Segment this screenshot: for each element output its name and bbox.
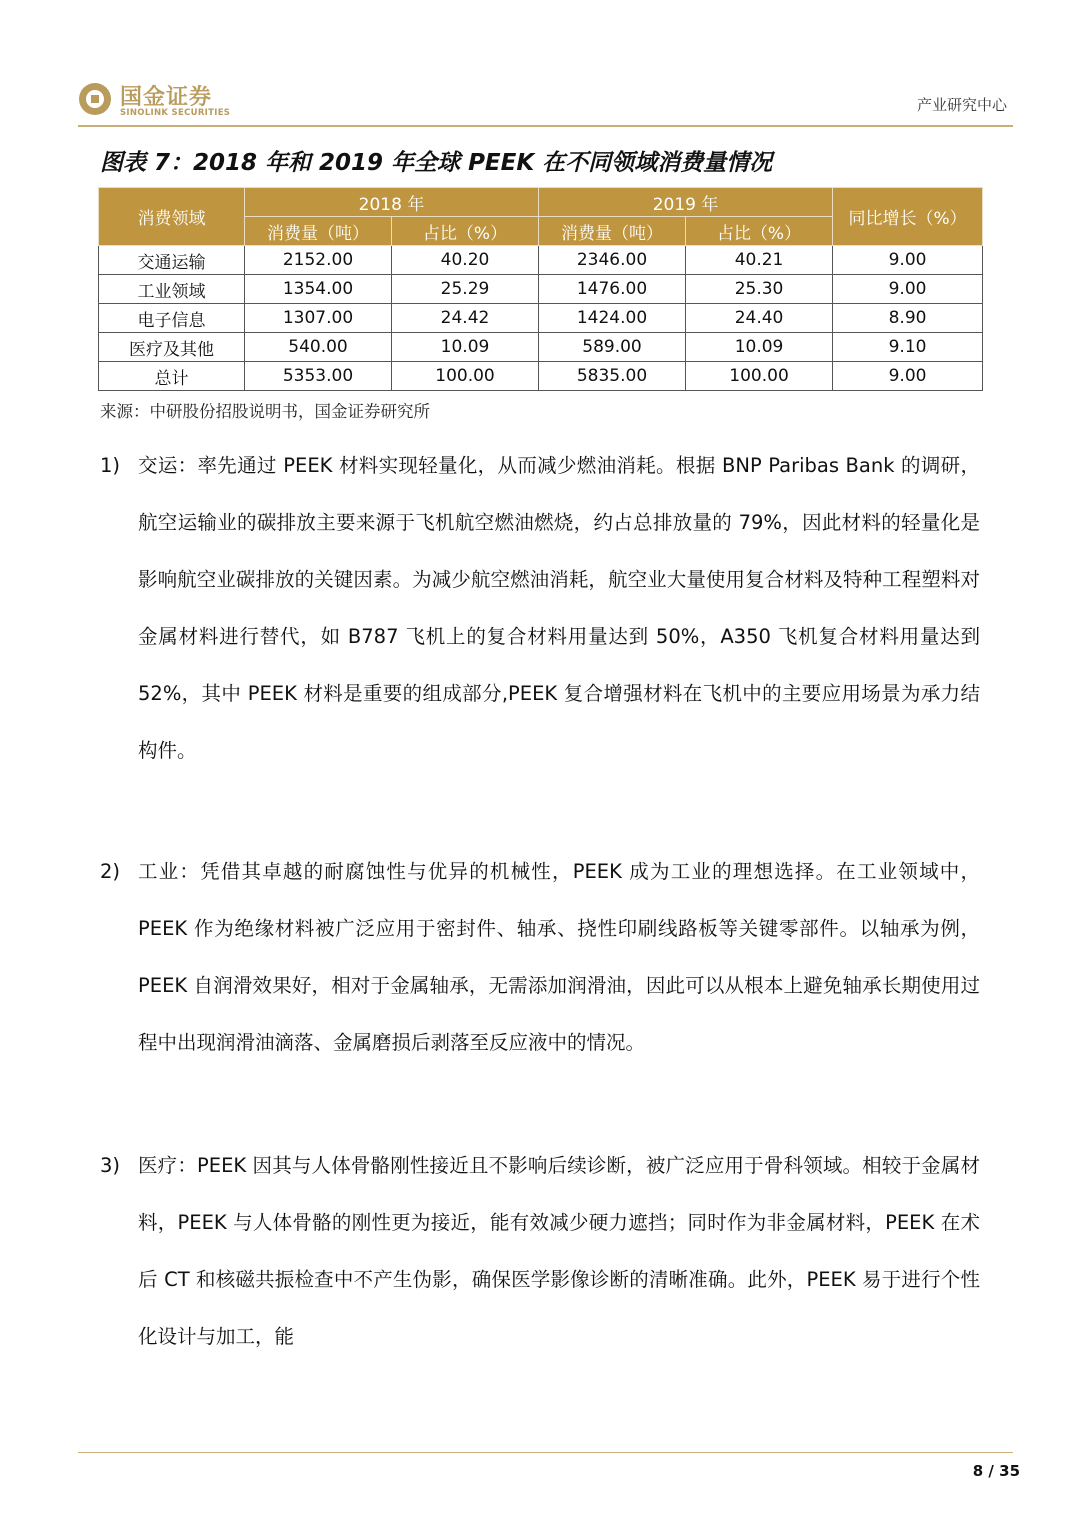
cell-consumption-2018: 1307.00 bbox=[245, 304, 392, 333]
cell-field: 医疗及其他 bbox=[99, 333, 245, 362]
paragraph-text: 交运：率先通过 PEEK 材料实现轻量化，从而减少燃油消耗。根据 BNP Paribas Bank 的调研，航空运输业的碳排放主要来源于飞机航空燃油燃烧，约占总排放量的 79%，因此材料的轻量化是影响航空业碳排放的关键因素。为减少航空燃油消耗，航空业大量使用复合材料及特种工程塑料对金属材料进行替代，如 B787 飞机上的复合材料用量达到 50%，A350 飞机复合材料用量达到 52%，其中 PEEK 材料是重要的组成部分,PEEK 复合增强材料在飞机中的主要应用场景为承力结构件。 bbox=[138, 454, 980, 762]
sinolink-logo bbox=[78, 78, 258, 123]
cell-growth: 9.00 bbox=[833, 246, 983, 275]
header-consumption-2018: 消费量（吨） bbox=[245, 217, 392, 246]
sinolink-logo-icon bbox=[78, 82, 112, 116]
paragraph-text: 工业：凭借其卓越的耐腐蚀性与优异的机械性，PEEK 成为工业的理想选择。在工业领域中，PEEK 作为绝缘材料被广泛应用于密封件、轴承、挠性印刷线路板等关键零部件。以轴承为例，PEEK 自润滑效果好，相对于金属轴承，无需添加润滑油，因此可以从根本上避免轴承长期使用过程中出现润滑油滴落、金属磨损后剥落至反应液中的情况。 bbox=[138, 860, 980, 1054]
cell-consumption-2019: 589.00 bbox=[539, 333, 686, 362]
cell-share-2019: 25.30 bbox=[686, 275, 833, 304]
header-divider bbox=[78, 125, 1013, 127]
paragraph-number: 2) bbox=[100, 860, 121, 883]
cell-consumption-2019: 2346.00 bbox=[539, 246, 686, 275]
table-row-total bbox=[99, 362, 983, 391]
table-row bbox=[99, 333, 983, 362]
table-source: 来源：中研股份招股说明书，国金证券研究所 bbox=[100, 402, 430, 421]
peek-consumption-table bbox=[98, 187, 983, 391]
cell-field: 交通运输 bbox=[99, 246, 245, 275]
cell-consumption-2018: 1354.00 bbox=[245, 275, 392, 304]
cell-consumption-2019: 1424.00 bbox=[539, 304, 686, 333]
cell-consumption-2018: 2152.00 bbox=[245, 246, 392, 275]
paragraph-number: 1) bbox=[100, 454, 121, 477]
header-year-2019: 2019 年 bbox=[539, 188, 833, 217]
cell-share-2018: 25.29 bbox=[392, 275, 539, 304]
paragraph-transport bbox=[100, 437, 980, 779]
header-field: 消费领域 bbox=[99, 188, 245, 246]
cell-share-2018: 100.00 bbox=[392, 362, 539, 391]
cell-growth: 9.00 bbox=[833, 275, 983, 304]
page-header bbox=[78, 70, 1013, 128]
cell-share-2019: 10.09 bbox=[686, 333, 833, 362]
cell-share-2018: 24.42 bbox=[392, 304, 539, 333]
header-share-2019: 占比（%） bbox=[686, 217, 833, 246]
cell-growth: 9.10 bbox=[833, 333, 983, 362]
cell-share-2019: 40.21 bbox=[686, 246, 833, 275]
table-row bbox=[99, 246, 983, 275]
paragraph-medical bbox=[100, 1137, 980, 1365]
table-row bbox=[99, 275, 983, 304]
header-growth: 同比增长（%） bbox=[833, 188, 983, 246]
cell-consumption-2018: 5353.00 bbox=[245, 362, 392, 391]
cell-share-2018: 40.20 bbox=[392, 246, 539, 275]
cell-growth: 8.90 bbox=[833, 304, 983, 333]
header-share-2018: 占比（%） bbox=[392, 217, 539, 246]
paragraph-text: 医疗：PEEK 因其与人体骨骼刚性接近且不影响后续诊断，被广泛应用于骨科领域。相较于金属材料，PEEK 与人体骨骼的刚性更为接近，能有效减少硬力遮挡；同时作为非金属材料，PEEK 在术后 CT 和核磁共振检查中不产生伪影，确保医学影像诊断的清晰准确。此外，PEEK 易于进行个性化设计与加工，能 bbox=[138, 1154, 980, 1348]
cell-field: 工业领域 bbox=[99, 275, 245, 304]
header-section-label: 产业研究中心 bbox=[916, 96, 1007, 114]
paragraph-number: 3) bbox=[100, 1154, 121, 1177]
cell-field: 电子信息 bbox=[99, 304, 245, 333]
cell-share-2019: 100.00 bbox=[686, 362, 833, 391]
page-number: 8 / 35 bbox=[972, 1462, 1020, 1480]
cell-consumption-2019: 5835.00 bbox=[539, 362, 686, 391]
table-row bbox=[99, 304, 983, 333]
header-year-2018: 2018 年 bbox=[245, 188, 539, 217]
figure-title: 图表 7：2018 年和 2019 年全球 PEEK 在不同领域消费量情况 bbox=[100, 150, 773, 176]
footer-divider bbox=[78, 1452, 1013, 1453]
paragraph-industry bbox=[100, 843, 980, 1071]
cell-consumption-2018: 540.00 bbox=[245, 333, 392, 362]
cell-field: 总计 bbox=[99, 362, 245, 391]
logo-english-name: SINOLINK SECURITIES bbox=[120, 108, 231, 118]
cell-consumption-2019: 1476.00 bbox=[539, 275, 686, 304]
cell-share-2019: 24.40 bbox=[686, 304, 833, 333]
header-consumption-2019: 消费量（吨） bbox=[539, 217, 686, 246]
cell-share-2018: 10.09 bbox=[392, 333, 539, 362]
logo-chinese-name: 国金证券 bbox=[120, 85, 213, 110]
cell-growth: 9.00 bbox=[833, 362, 983, 391]
